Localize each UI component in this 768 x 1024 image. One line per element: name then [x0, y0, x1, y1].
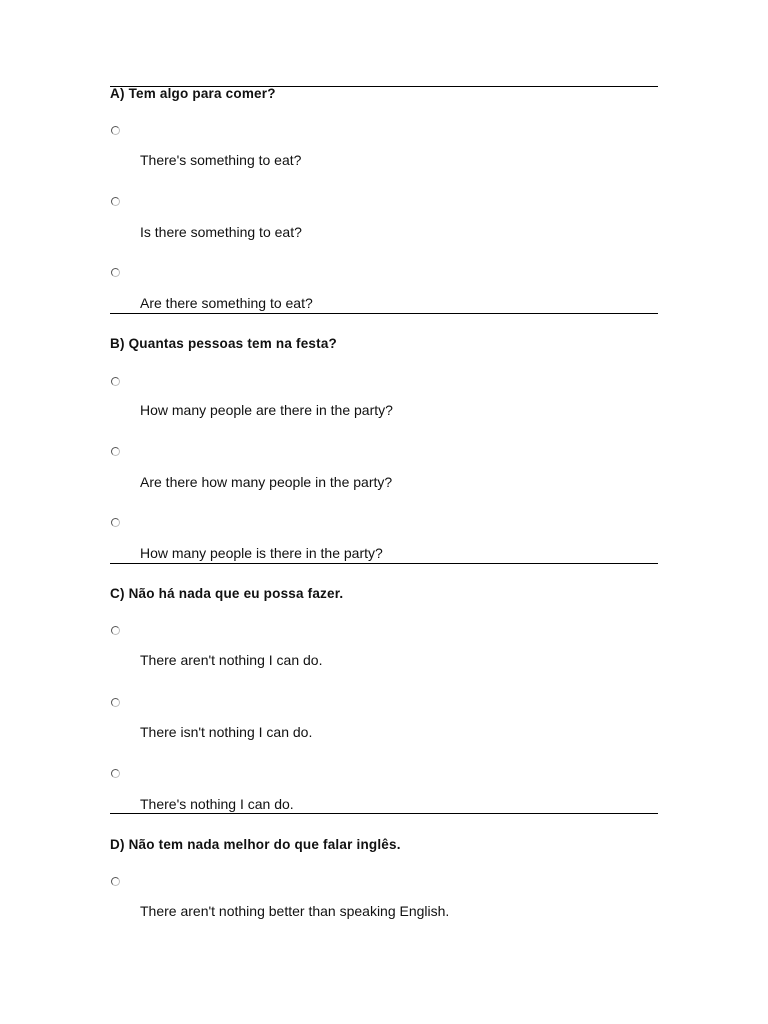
- question-title-c: C) Não há nada que eu possa fazer.: [110, 586, 344, 601]
- radio-button-b1[interactable]: [111, 377, 120, 386]
- option-label-a3[interactable]: Are there something to eat?: [140, 295, 313, 311]
- option-label-c3[interactable]: There's nothing I can do.: [140, 796, 294, 812]
- option-label-c1[interactable]: There aren't nothing I can do.: [140, 652, 323, 668]
- option-label-b2[interactable]: Are there how many people in the party?: [140, 474, 393, 490]
- radio-button-a3[interactable]: [111, 268, 120, 277]
- radio-button-a2[interactable]: [111, 197, 120, 206]
- radio-button-b3[interactable]: [111, 518, 120, 527]
- option-label-a1[interactable]: There's something to eat?: [140, 152, 302, 168]
- question-divider: [110, 813, 658, 814]
- option-label-a2[interactable]: Is there something to eat?: [140, 224, 302, 240]
- question-divider: [110, 313, 658, 314]
- question-title-b: B) Quantas pessoas tem na festa?: [110, 336, 337, 351]
- question-divider: [110, 563, 658, 564]
- radio-button-b2[interactable]: [111, 447, 120, 456]
- option-label-c2[interactable]: There isn't nothing I can do.: [140, 724, 313, 740]
- radio-button-c1[interactable]: [111, 626, 120, 635]
- radio-button-d1[interactable]: [111, 877, 120, 886]
- option-label-b1[interactable]: How many people are there in the party?: [140, 402, 393, 418]
- option-label-d1[interactable]: There aren't nothing better than speaking English.: [140, 903, 450, 919]
- question-title-d: D) Não tem nada melhor do que falar inglês.: [110, 837, 401, 852]
- radio-button-a1[interactable]: [111, 126, 120, 135]
- radio-button-c3[interactable]: [111, 769, 120, 778]
- option-label-b3[interactable]: How many people is there in the party?: [140, 545, 383, 561]
- question-title-a: A) Tem algo para comer?: [110, 86, 276, 101]
- radio-button-c2[interactable]: [111, 698, 120, 707]
